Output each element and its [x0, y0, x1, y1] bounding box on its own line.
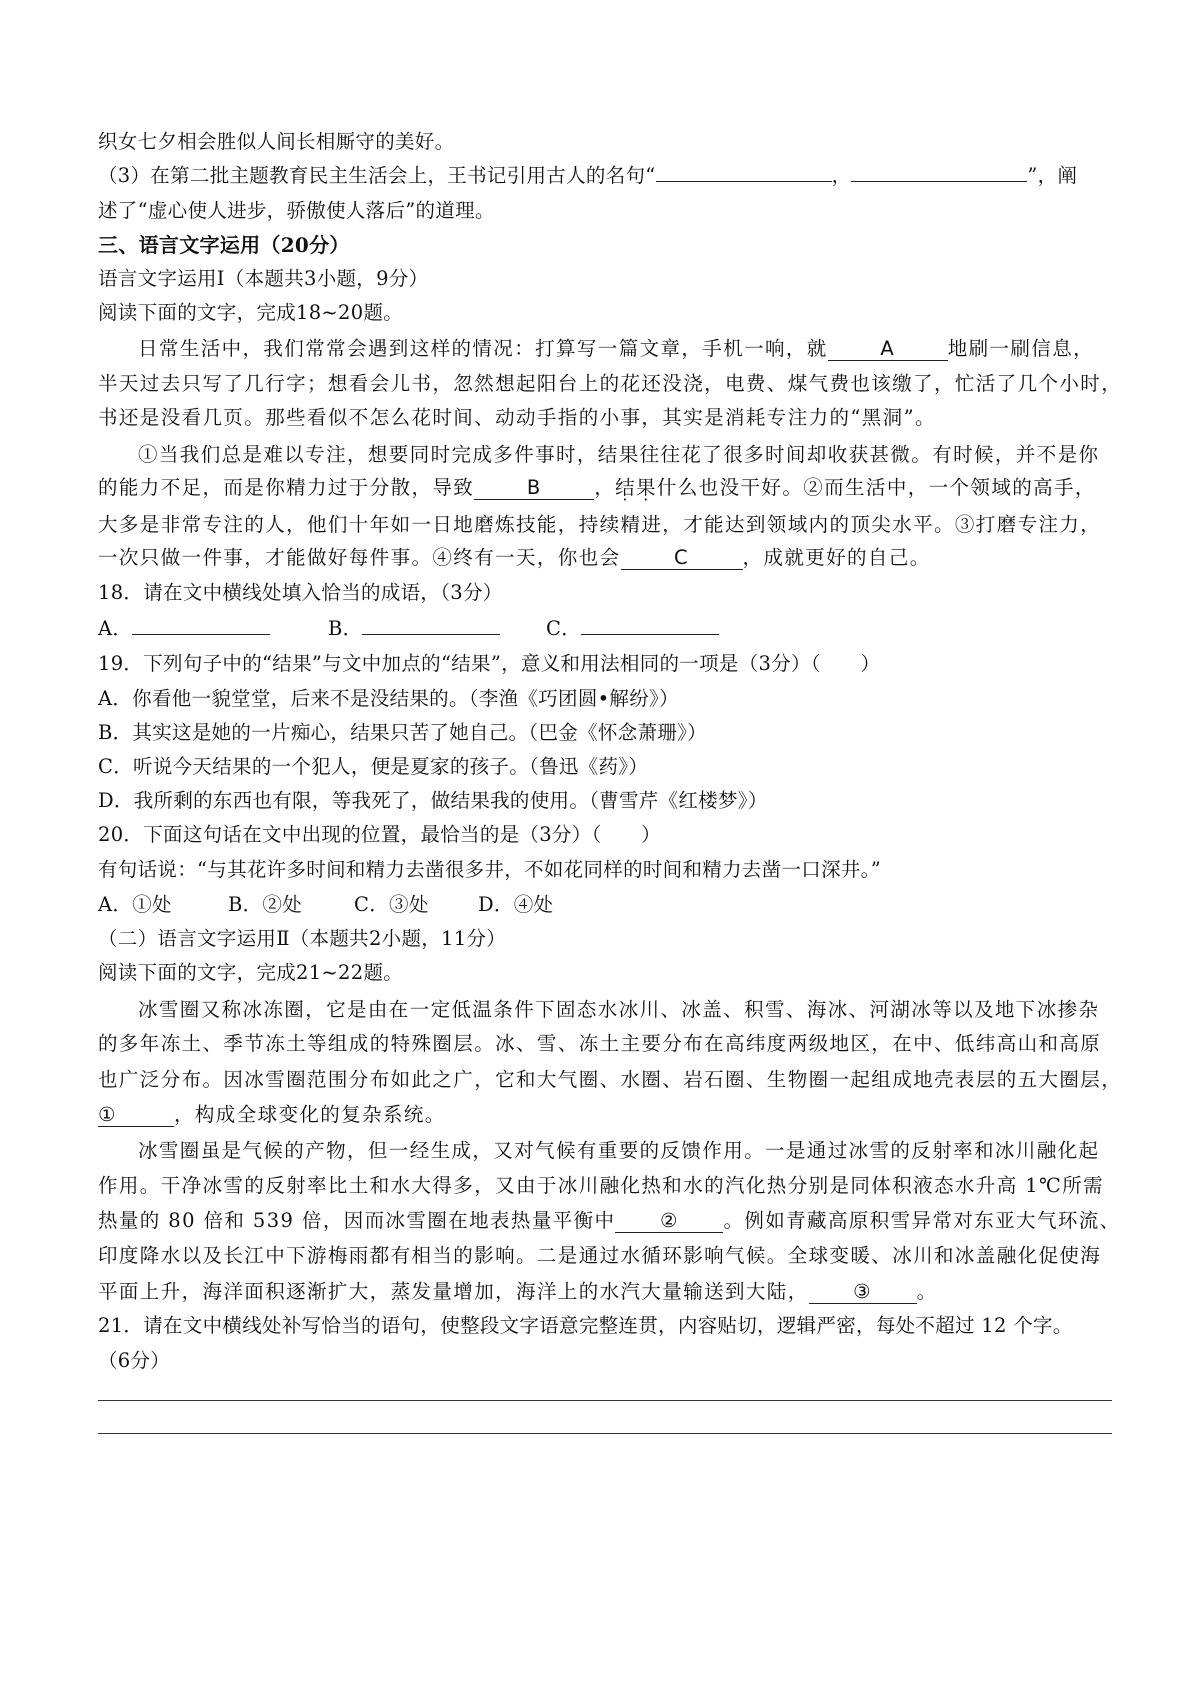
- text-segment: 。: [916, 1280, 938, 1303]
- answer-blank[interactable]: [656, 181, 832, 182]
- question-20-sentence: 有句话说：“与其花许多时间和精力去凿很多井，不如花同样的时间和精力去凿一口深井。”: [98, 858, 881, 881]
- question-19: 19．下列句子中的“结果”与文中加点的“结果”，意义和用法相同的一项是（3分）（ ）: [98, 652, 881, 675]
- text-segment: 。例如青藏高原积雪异常对东亚大气环流、: [723, 1209, 1121, 1232]
- blank-3[interactable]: ③: [809, 1281, 917, 1304]
- answer-blank[interactable]: [581, 634, 719, 635]
- text-segment: 日常生活中，我们常常会遇到这样的情况：打算写一篇文章，手机一响，就: [138, 337, 828, 360]
- text-line: 述了“虚心使人进步，骄傲使人落后”的道理。: [98, 199, 495, 222]
- passage-line: 大多是非常专注的人，他们十年如一日地磨炼技能，持续精进，才能达到领域内的顶尖水平。③打磨专注力，: [98, 513, 1102, 536]
- text-line: 织女七夕相会胜似人间长相厮守的美好。: [98, 130, 455, 153]
- emphasis-dot-char: 果: [636, 476, 657, 499]
- option-label: C．: [546, 617, 582, 640]
- text-segment: ，成就更好的自己。: [742, 546, 931, 569]
- text-segment: 一次只做一件事，才能做好每件事。④终有一天，你也会: [98, 546, 621, 569]
- passage-line: [98, 1102, 1112, 1128]
- text-segment: ”，阐: [1027, 164, 1078, 187]
- section-heading: 三、语言文字运用（20分）: [98, 233, 350, 257]
- option-a: [98, 616, 328, 642]
- question-18-options: [98, 616, 1112, 642]
- text-segment: ，: [831, 164, 852, 187]
- answer-line[interactable]: [98, 1400, 1112, 1401]
- option-label: B．: [328, 617, 363, 640]
- option-label: A．: [98, 617, 133, 640]
- option-b: [328, 616, 546, 642]
- text-segment: 什么也没干好。②而生活中，一个领域的高手，: [656, 476, 1096, 499]
- passage-line: 的多年冻土、季节冻土等组成的特殊圈层。冰、雪、冻土主要分布在高纬度两级地区，在中、低纬高山和高原: [98, 1032, 1102, 1055]
- option-b[interactable]: B．②处: [228, 893, 303, 916]
- subsection-heading: （二）语言文字运用Ⅱ（本题共2小题，11分）: [98, 927, 507, 950]
- subsection-heading: 语言文字运用Ⅰ（本题共3小题，9分）: [98, 267, 429, 290]
- option-c[interactable]: C．听说今天结果的一个犯人，便是夏家的孩子。（鲁迅《药》）: [98, 755, 649, 778]
- answer-blank[interactable]: [851, 181, 1027, 182]
- passage-line: 书还是没看几页。那些看似不怎么花时间、动动手指的小事，其实是消耗专注力的“黑洞”。: [98, 406, 936, 429]
- text-segment: （3）在第二批主题教育民主生活会上，王书记引用古人的名句“: [98, 164, 656, 187]
- passage-line: [98, 545, 1112, 571]
- question-18: 18．请在文中横线处填入恰当的成语，（3分）: [98, 581, 503, 604]
- passage-line: [138, 336, 1112, 362]
- answer-blank[interactable]: [132, 634, 270, 635]
- answer-blank[interactable]: [362, 634, 500, 635]
- text-segment: ，: [594, 476, 616, 499]
- reading-instruction: 阅读下面的文字，完成21~22题。: [98, 961, 404, 984]
- option-b[interactable]: B．其实这是她的一片痴心，结果只苦了她自己。（巴金《怀念萧珊》）: [98, 721, 707, 744]
- passage-line: 印度降水以及长江中下游梅雨都有相当的影响。二是通过水循环影响气候。全球变暖、冰川和冰盖融化促使海: [98, 1244, 1102, 1267]
- question-21-score: （6分）: [98, 1349, 171, 1372]
- blank-2[interactable]: ②: [615, 1210, 723, 1233]
- passage-line: [98, 1208, 1121, 1234]
- option-c[interactable]: C．③处: [354, 893, 429, 916]
- text-segment: 地刷一刷信息，: [947, 337, 1095, 360]
- text-segment: 的能力不足，而是你精力过于分散，导致: [98, 476, 475, 499]
- option-a[interactable]: A．你看他一貌堂堂，后来不是没结果的。（李渔《巧团圆•解纷》）: [98, 687, 679, 710]
- question-20-options: [98, 892, 1112, 918]
- blank-a[interactable]: A: [828, 338, 948, 361]
- text-segment: ，构成全球变化的复杂系统。: [174, 1103, 446, 1126]
- passage-line: ①当我们总是难以专注，想要同时完成多件事时，结果往往花了很多时间却收获甚微。有时候，并不是你: [138, 443, 1100, 466]
- text-segment: 平面上升，海洋面积逐渐扩大，蒸发量增加，海洋上的水汽大量输送到大陆，: [98, 1280, 809, 1303]
- passage-line: 半天过去只写了几行字；想看会儿书，忽然想起阳台上的花还没浇，电费、煤气费也该缴了，忙活了几个小时，: [98, 372, 1123, 395]
- reading-instruction: 阅读下面的文字，完成18~20题。: [98, 301, 404, 324]
- passage-line: [98, 1279, 1112, 1305]
- passage-line: 作用。干净冰雪的反射率比土和水大得多，又由于冰川融化热和水的汽化热分别是同体积液态水升高 1℃所需: [98, 1174, 1105, 1197]
- question-20: 20．下面这句话在文中出现的位置，最恰当的是（3分）（ ）: [98, 823, 661, 846]
- blank-1[interactable]: ①: [98, 1104, 174, 1127]
- question-21: 21．请在文中横线处补写恰当的语句，使整段文字语意完整连贯，内容贴切，逻辑严密，每处不超过 12 个字。: [98, 1314, 1073, 1337]
- option-a[interactable]: A．①处: [98, 893, 172, 916]
- passage-line: 冰雪圈又称冰冻圈，它是由在一定低温条件下固态水冰川、冰盖、积雪、海冰、河湖冰等以及地下冰掺杂: [138, 998, 1100, 1021]
- blank-b[interactable]: B: [474, 477, 594, 500]
- blank-c[interactable]: C: [621, 547, 743, 570]
- emphasis-dot-char: 结: [615, 476, 637, 499]
- passage-line: [98, 475, 1112, 501]
- passage-line: 也广泛分布。因冰雪圈范围分布如此之广，它和大气圈、水圈、岩石圈、生物圈一起组成地壳表层的五大圈层，: [98, 1068, 1123, 1091]
- text-segment: 热量的 80 倍和 539 倍，因而冰雪圈在地表热量平衡中: [98, 1209, 616, 1232]
- option-c: [546, 616, 719, 642]
- passage-line: 冰雪圈虽是气候的产物，但一经生成，又对气候有重要的反馈作用。一是通过冰雪的反射率和冰川融化起: [138, 1139, 1100, 1162]
- option-d[interactable]: D．④处: [478, 893, 554, 916]
- option-d[interactable]: D．我所剩的东西也有限，等我死了，做结果我的使用。（曹雪芹《红楼梦》）: [98, 789, 768, 812]
- question-17-3: [98, 163, 1112, 189]
- answer-line[interactable]: [98, 1433, 1112, 1434]
